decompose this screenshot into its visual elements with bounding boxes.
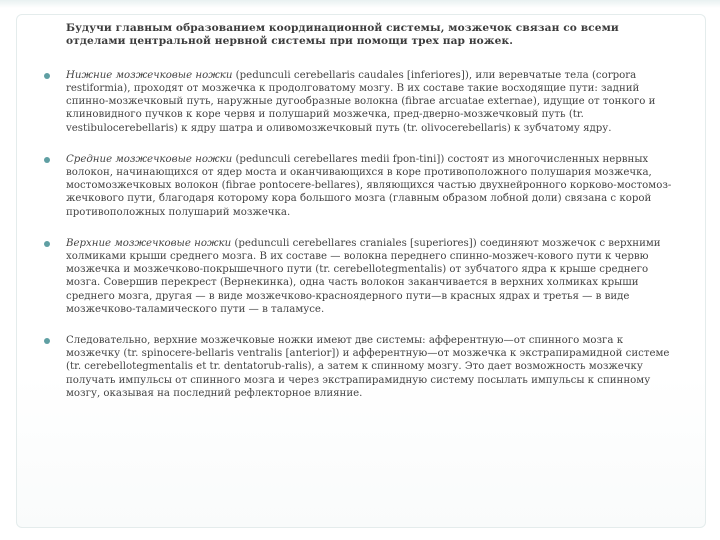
point-text xyxy=(66,69,674,135)
list-item-middle-peduncles xyxy=(44,153,674,219)
point-body: (pedunculi cerebellares craniales [superiores]) соединяют мозжечок с верхними холмиками крыши среднего мозга. В их составе — волокна переднего спинно-мозжеч-кового пути к червю мозжечка и мозжечково-покрышечного пути (tr. cerebellotegmentalis) от зубчатого ядра к крыше среднего мозга. Совершив перекрест (Вернекинка), одна часть волокон заканчивается в верхних холмиках крыши среднего мозга, другая — в виде мозжечково-красноядерного пути—в красных ядрах и третья — в виде мозжечково-таламического пути — в таламусе. xyxy=(66,237,661,315)
point-text xyxy=(66,153,674,219)
list-item-superior-peduncles xyxy=(44,237,674,316)
term-label: Верхние мозжечковые ножки xyxy=(66,237,232,249)
list-item-conclusion xyxy=(44,334,674,400)
point-body: (pedunculi cerebellares medii fpon-tini]) состоят из многочисленных нервных волокон, начинающихся от ядер моста и оканчивающихся в коре противоположного полушария мозжечка, мостомозжечковых волокон (fibrae pontocere-bellares), являющихся частью двухнейронного корково-мостомоз-жечкового пути, благодаря которому кора большого мозга (главным образом лобной доли) связана с корой противоположных полушарий мозжечка. xyxy=(66,153,672,218)
point-text xyxy=(66,237,674,316)
bullet-icon xyxy=(44,338,50,344)
point-body: (pedunculi cerebellaris caudales [inferiores]), или веревчатые тела (corpora restiformia), проходят от мозжечка к продолговатому мозгу. В их составе такие восходящие пути: задний спинно-мозжечковый путь, наружные дугообразные волокна (fibrae arcuatae externae), идущие от тонкого и клиновидного пучков к коре червя и полушарий мозжечка, пред-дверно-мозжечковый путь (tr. vestibulocerebellaris) к ядру шатра и оливомозжечковый путь (tr. olivocerebellaris) к зубчатому ядру. xyxy=(66,69,656,134)
term-label: Средние мозжечковые ножки xyxy=(66,153,233,165)
term-label: Нижние мозжечковые ножки xyxy=(66,69,233,81)
bullet-icon xyxy=(44,73,50,79)
bullet-icon xyxy=(44,241,50,247)
point-body: Следовательно, верхние мозжечковые ножки имеют две системы: афферентную—от спинного мозга к мозжечку (tr. spinocere-bellaris ventralis [anterior]) и афферентную—от мозжечка к экстрапирамидной системе (tr. cerebellotegmentalis et tr. dentatorub-ralis), а затем к спинному мозгу. Это дает возможность мозжечку получать импульсы от спинного мозга и через экстрапирамидную систему посылать импульсы к спинному мозгу, оказывая на последний рефлекторное влияние. xyxy=(66,335,670,399)
bullet-list xyxy=(44,69,674,400)
point-text xyxy=(66,334,674,400)
intro-paragraph: Будучи главным образованием координационной системы, мозжечок связан со всеми отделами центральной нервной системы при помощи трех пар ножек. xyxy=(66,22,619,48)
slide-top-band xyxy=(0,0,720,8)
list-item-inferior-peduncles xyxy=(44,69,674,135)
slide-content xyxy=(44,22,674,400)
bullet-icon xyxy=(44,157,50,163)
